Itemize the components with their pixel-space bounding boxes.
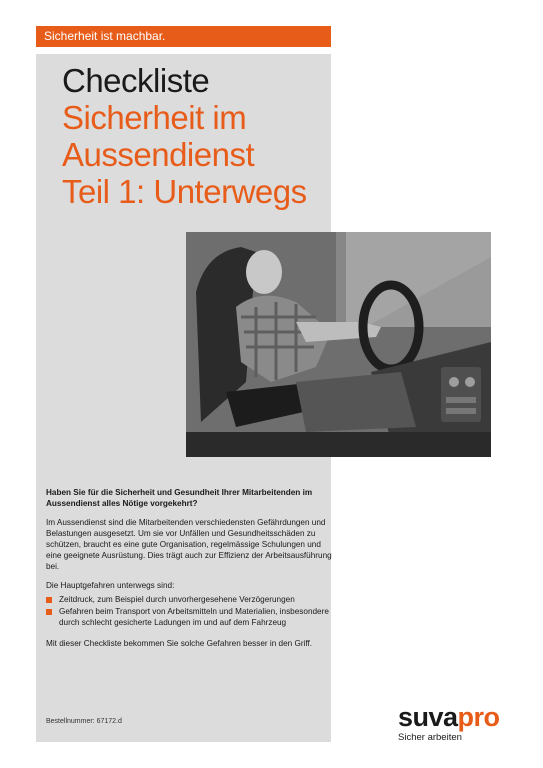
tagline-bar: Sicherheit ist machbar. [36,26,331,47]
intro-paragraph: Im Aussendienst sind die Mitarbeitenden verschiedensten Gefährdungen und Belastungen ausgesetzt. Um sie vor Unfällen und Gesundheitsschäden zu schützen, braucht es eine gute Organisation, regelmässige Schulungen und eine geeignete Ausrüstung. Dies trägt auch zur Effizienz der Arbeitsausführung bei. [46,518,332,571]
list-item [46,606,336,628]
title-line-3: Aussendienst [62,136,255,173]
hazard-list [46,594,336,628]
driver-photo [186,232,491,457]
title-line-checkliste: Checkliste [62,62,210,99]
brand-block [398,704,500,743]
logo-suva-text: suva [398,702,458,732]
orange-square-bullet-icon [46,609,52,615]
orange-square-bullet-icon [46,597,52,603]
title-line-4: Teil 1: Unterwegs [62,173,307,210]
hazards-title: Die Hauptgefahren unterwegs sind: [46,581,175,590]
list-item [46,594,336,605]
order-number: Bestellnummer: 67172.d [46,718,122,725]
page-title [62,62,502,210]
title-line-2: Sicherheit im [62,99,247,136]
driver-photo-illustration [186,232,491,457]
intro-content [46,487,336,649]
suvapro-logo [398,704,500,730]
brand-slogan: Sicher arbeiten [398,732,462,743]
logo-pro-text: pro [457,702,500,732]
closing-text: Mit dieser Checkliste bekommen Sie solche Gefahren besser in den Griff. [46,639,313,648]
hazard-text: Zeitdruck, zum Beispiel durch unvorhergesehene Verzögerungen [59,595,295,604]
intro-question: Haben Sie für die Sicherheit und Gesundheit Ihrer Mitarbeitenden im Aussendienst alles Nötige vorgekehrt? [46,488,313,508]
hazard-text: Gefahren beim Transport von Arbeitsmitteln und Materialien, insbesondere durch schlecht gesicherte Ladungen im und auf dem Fahrzeug [59,607,329,627]
